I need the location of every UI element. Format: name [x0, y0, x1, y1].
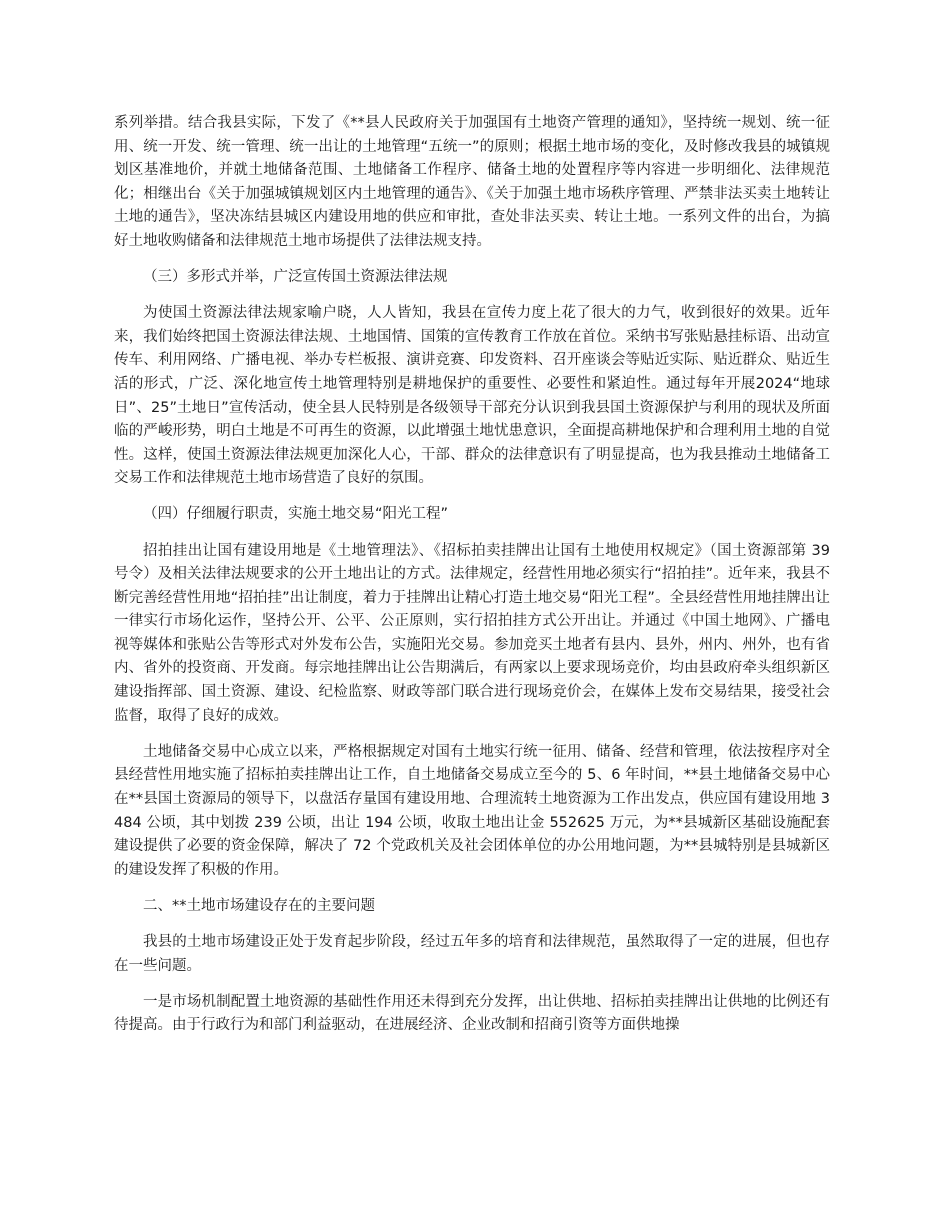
paragraph-continuation: 系列举措。结合我县实际，下发了《**县人民政府关于加强国有土地资产管理的通知》，坚持统一规划、统一征用、统一开发、统一管理、统一出让的土地管理“五统一”的原则；根据土地市场的变化，及时修改我县的城镇规划区基准地价，并就土地储备范围、土地储备工作程序、储备土地的处置程序等内容进一步明细化、法律规范化；相继出台《关于加强城镇规划区内土地管理的通告》、《关于加强土地市场秩序管理、严禁非法买卖土地转让土地的通告》，坚决冻结县城区内建设用地的供应和审批，查处非法买卖、转让土地。一系列文件的出台，为搞好土地收购储备和法律规范土地市场提供了法律法规支持。: [114, 115, 830, 249]
paragraph-publicity: 为使国土资源法律法规家喻户晓，人人皆知，我县在宣传力度上花了很大的力气，收到很好的效果。近年来，我们始终把国土资源法律法规、土地国情、国策的宣传教育工作放在首位。采纳书写张贴悬挂标语、出动宣传车、利用网络、广播电视、举办专栏板报、演讲竞赛、印发资料、召开座谈会等贴近实际、贴近群众、贴近生活的形式，广泛、深化地宣传土地管理特别是耕地保护的重要性、必要性和紧迫性。通过每年开展2024“地球日”、25”土地日”宣传活动，使全县人民特别是各级领导干部充分认识到我县国土资源保护与利用的现状及所面临的严峻形势，明白土地是不可再生的资源，以此增强土地忧患意识，全面提高耕地保护和合理利用土地的自觉性。这样，使国土资源法律法规更加深化人心，干部、群众的法律意识有了明显提高，也为我县推动土地储备工交易工作和法律规范土地市场营造了良好的氛围。: [114, 305, 830, 487]
section-heading-4: （四）仔细履行职责，实施土地交易“阳光工程”: [143, 506, 449, 523]
document-page: [114, 112, 830, 1050]
paragraph-problem-one: 一是市场机制配置土地资源的基础性作用还未得到充分发挥，出让供地、招标拍卖挂牌出让供地的比例还有待提高。由于行政行为和部门利益驱动，在进展经济、企业改制和招商引资等方面供地操: [114, 993, 830, 1034]
paragraph-problems-intro: 我县的土地市场建设正处于发育起步阶段，经过五年多的培育和法律规范，虽然取得了一定的进展，但也存在一些问题。: [114, 933, 830, 974]
section-heading-3: （三）多形式并举，广泛宣传国土资源法律法规: [143, 269, 448, 286]
paragraph-reserve-center: 土地储备交易中心成立以来，严格根据规定对国有土地实行统一征用、储备、经营和管理，依法按程序对全县经营性用地实施了招标拍卖挂牌出让工作，自土地储备交易成立至今的 5、6 年时间，**县土地储备交易中心在**县国土资源局的领导下，以盘活存量国有建设用地、合理流转土地资源为工作出发点，供应国有建设用地 3484 公顷，其中划拨 239 公顷，出让 194 公顷，收取土地出让金 552625 万元，为**县城新区基础设施配套建设提供了必要的资金保障，解决了 72 个党政机关及社会团体单位的办公用地问题，为**县城特别是县城新区的建设发挥了积极的作用。: [114, 743, 830, 878]
section-heading-problems: 二、**土地市场建设存在的主要问题: [143, 897, 375, 914]
paragraph-auction: 招拍挂出让国有建设用地是《土地管理法》、《招标拍卖挂牌出让国有土地使用权规定》（国土资源部第 39 号令）及相关法律法规要求的公开土地出让的方式。法律规定，经营性用地必须实行“招拍挂”。近年来，我县不断完善经营性用地“招拍挂”出让制度，着力于挂牌出让精心打造土地交易“阳光工程”。全县经营性用地挂牌出让一律实行市场化运作，坚持公开、公平、公正原则，实行招拍挂方式公开出让。并通过《中国土地网》、广播电视等媒体和张贴公告等形式对外发布公告，实施阳光交易。参加竞买土地者有县内、县外，州内、州外，也有省内、省外的投资商、开发商。每宗地挂牌出让公告期满后，有两家以上要求现场竞价，均由县政府牵头组织新区建设指挥部、国土资源、建设、纪检监察、财政等部门联合进行现场竞价会，在媒体上发布交易结果，接受社会监督，取得了良好的成效。: [114, 542, 830, 724]
